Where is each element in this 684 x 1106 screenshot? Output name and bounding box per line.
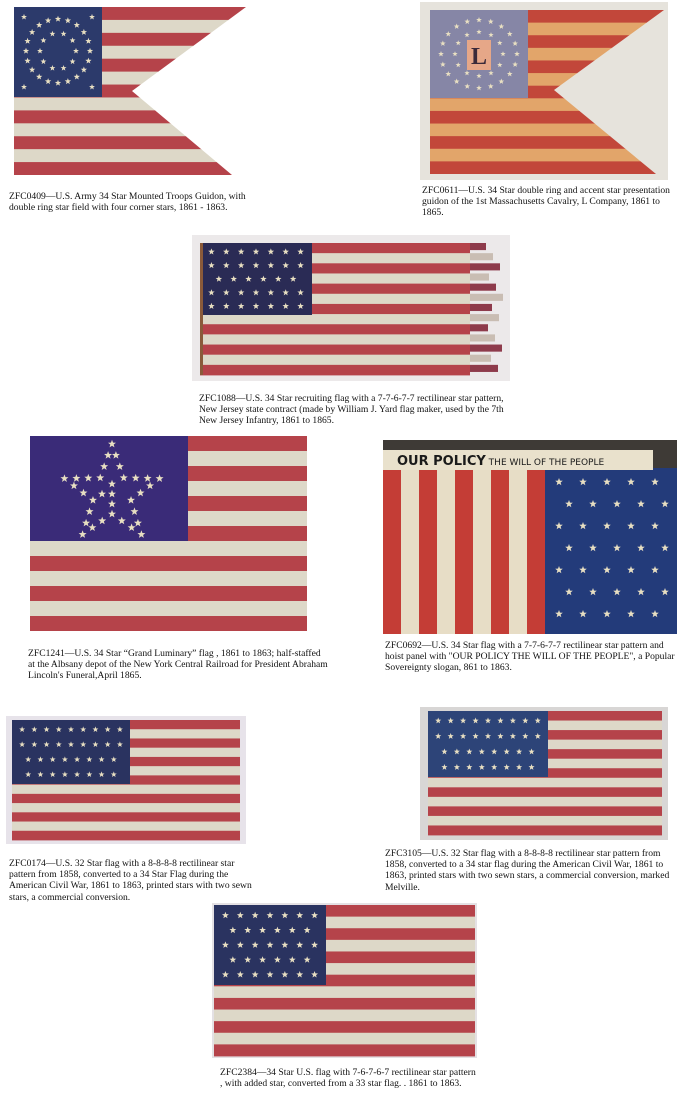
flag-stripe: [437, 468, 456, 634]
flag-stripe: [383, 468, 402, 634]
caption-zfc0409: ZFC0409—U.S. Army 34 Star Mounted Troops Guidon, with double ring star field with four corner stars, 1861 - 1863.: [9, 191, 246, 214]
flag-stripe: [401, 468, 420, 634]
flag-stripe: [214, 998, 475, 1010]
flag-stripe: [428, 816, 662, 826]
caption-zfc2384: ZFC2384—34 Star U.S. flag with 7-6-7-6-7 rectilinear star pattern , with added star, converted from a 33 star flag. . 1861 to 1863.: [220, 1067, 476, 1090]
fringe: [470, 294, 503, 301]
flag-stripe: [509, 468, 528, 634]
hoist-binding: [200, 243, 203, 375]
fringe: [470, 273, 489, 280]
flag-stripe: [428, 787, 662, 797]
guidon-body: [14, 7, 246, 175]
flag-stripe: [214, 1021, 475, 1033]
flag-stripe: [12, 831, 240, 841]
fringe: [470, 365, 498, 372]
flag-stripe: [30, 616, 307, 631]
fringe: [470, 263, 500, 270]
flag-stripe: [428, 778, 662, 788]
flag-stripe: [14, 162, 246, 175]
fringe: [470, 334, 495, 341]
flag-stripe: [30, 586, 307, 601]
star-canton: [545, 468, 677, 634]
flag-stripe: [200, 345, 470, 356]
fringe: [470, 304, 492, 311]
fringe: [470, 345, 502, 352]
flag-stripe: [491, 468, 510, 634]
caption-zfc1241: ZFC1241—U.S. 34 Star “Grand Luminary” flag , 1861 to 1863; half-staffed at the Albsany depot of the New York Central Railroad for President Abraham Lincoln's Funeral,April 1865.: [28, 648, 328, 682]
flag-stripe: [200, 355, 470, 366]
star-canton: [30, 436, 188, 541]
flag-stripe: [214, 1044, 475, 1056]
flag-stripe: [430, 161, 666, 174]
flag-image-zfc2384: [212, 903, 477, 1058]
flag-stripe: [12, 822, 240, 832]
caption-zfc0692: ZFC0692—U.S. 34 Star flag with a 7-7-6-7-7 rectilinear star pattern and hoist panel with "OUR POLICY THE WILL OF THE PEOPLE", a Popular Sovereignty slogan, 861 to 1863.: [385, 640, 675, 674]
caption-zfc1088: ZFC1088—U.S. 34 Star recruiting flag with a 7-7-6-7-7 rectilinear star pattern, New Jersey state contract (made by William J. Yard flag maker, used by the 7th New Jersey Infantry, 1861 to 1865.: [199, 393, 504, 427]
flag-stripe: [200, 324, 470, 335]
flag-stripe: [428, 797, 662, 807]
flag-stripe: [428, 825, 662, 835]
flag-image-zfc1088: [192, 235, 510, 381]
caption-zfc3105: ZFC3105—U.S. 32 Star flag with a 8-8-8-8 rectilinear star pattern from 1858, converted to a 34 star flag during the American Civil War, 1861 to 1863, printed stars with two sewn stars, a commercial conversion, marked Melville.: [385, 848, 670, 893]
flag-image-zfc3105: [420, 707, 668, 840]
flag-body: [383, 468, 677, 634]
fringe: [470, 355, 491, 362]
fringe: [470, 284, 496, 291]
flag-stripe: [214, 986, 475, 998]
flag-stripe: [527, 468, 546, 634]
flag-stripe: [200, 365, 470, 376]
fringe: [470, 324, 488, 331]
flag-image-zfc0692: [383, 440, 677, 634]
flag-stripe: [455, 468, 474, 634]
flag-image-zfc0174: [6, 716, 246, 844]
flag-stripe: [30, 571, 307, 586]
flag-image-zfc1241: [30, 436, 307, 631]
flag-stripe: [12, 785, 240, 795]
flag-stripe: [428, 806, 662, 816]
caption-zfc0174: ZFC0174—U.S. 32 Star flag with a 8-8-8-8 rectilinear star pattern from 1858, converted to a 34 Star Flag during the American Civil War, 1861 to 1863, printed stars with two sewn stars, a commercial conversion.: [9, 858, 252, 903]
flag-stripe: [30, 601, 307, 616]
flag-stripe: [14, 110, 246, 123]
caption-zfc0611: ZFC0611—U.S. 34 Star double ring and accent star presentation guidon of the 1st Massachusetts Cavalry, L Company, 1861 to 1865.: [422, 185, 670, 219]
flag-stripe: [12, 794, 240, 804]
fringe: [470, 314, 499, 321]
flag-stripe: [12, 812, 240, 822]
flag-stripe: [473, 468, 492, 634]
flag-stripe: [30, 556, 307, 571]
flag-stripe: [200, 314, 470, 325]
flag-stripe: [200, 334, 470, 345]
flag-stripe: [12, 803, 240, 813]
flag-stripe: [214, 1033, 475, 1045]
flag-stripe: [419, 468, 438, 634]
flag-stripe: [14, 123, 246, 136]
flag-stripe: [14, 97, 246, 110]
company-letter: L: [470, 44, 488, 70]
flag-stripe: [14, 149, 246, 162]
flag-image-zfc0611: [420, 2, 668, 180]
flag-stripe: [14, 136, 246, 149]
flag-stripe: [214, 1010, 475, 1022]
fringe: [470, 243, 486, 250]
flag-stripe: [30, 541, 307, 556]
fringe: [470, 253, 493, 260]
hoist-panel-slogan: OUR POLICY THE WILL OF THE PEOPLE: [397, 454, 605, 469]
flag-image-zfc0409: [14, 7, 246, 175]
